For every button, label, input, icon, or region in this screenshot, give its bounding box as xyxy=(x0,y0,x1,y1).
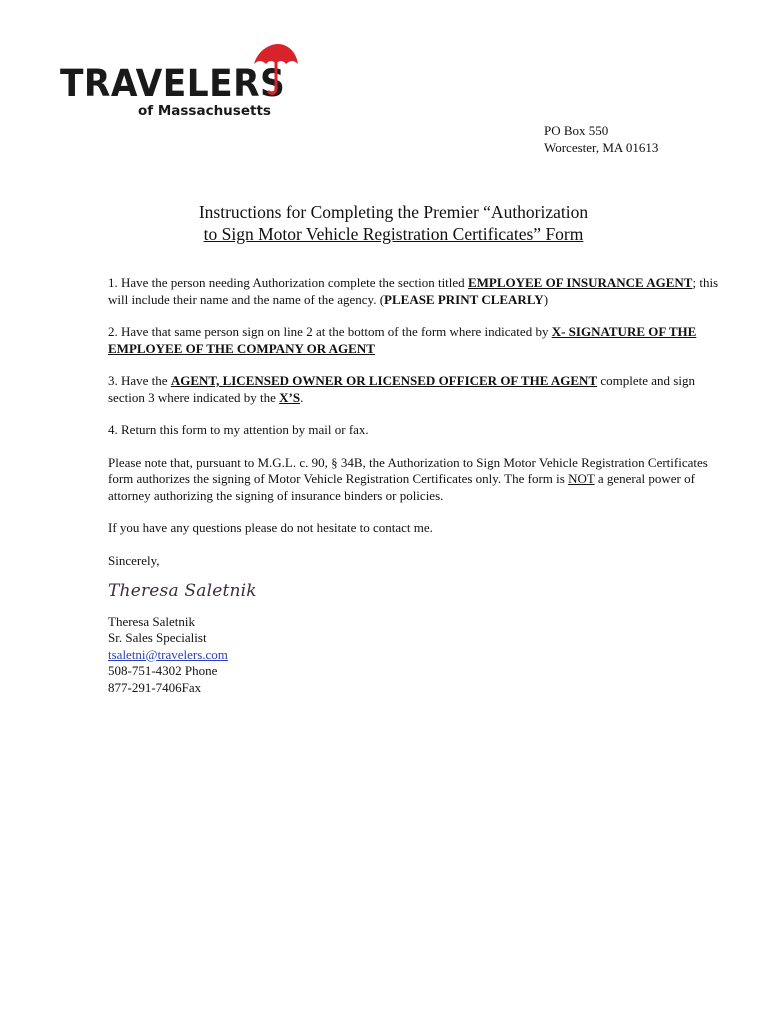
contact-block xyxy=(108,614,720,697)
questions-line: If you have any questions please do not hesitate to contact me. xyxy=(108,520,433,535)
handwritten-signature: Theresa Saletnik xyxy=(108,581,257,601)
contact-phone: 508-751-4302 Phone xyxy=(108,663,218,678)
step-3-agent-label: AGENT, LICENSED OWNER OR LICENSED OFFICER OF THE AGENT xyxy=(170,373,598,388)
legal-note-text-2: a general power of attorney authorizing the signing of insurance binders or policies. xyxy=(108,471,695,503)
contact-role: Sr. Sales Specialist xyxy=(108,630,207,645)
return-address xyxy=(544,122,658,156)
title-line-2: to Sign Motor Vehicle Registration Certificates” Form xyxy=(203,224,584,244)
step-1-text-2: ; this will include their name and the name of the agency. ( xyxy=(108,275,719,307)
step-1-text: 1. Have the person needing Authorization complete the section titled xyxy=(108,275,468,290)
step-1-text-3: ) xyxy=(543,291,549,307)
contact-email-link[interactable]: tsaletni@travelers.com xyxy=(108,646,228,662)
step-3-text-3: . xyxy=(300,389,304,405)
closing: Sincerely, xyxy=(108,552,160,568)
step-4: 4. Return this form to my attention by mail or fax. xyxy=(108,422,369,437)
step-2-signature-label: X- SIGNATURE OF THE EMPLOYEE OF THE COMPANY OR AGENT xyxy=(108,324,697,356)
step-3-text: 3. Have the xyxy=(108,373,171,388)
legal-note-not: NOT xyxy=(568,471,595,486)
letter-body xyxy=(108,275,720,696)
step-1-section-name: EMPLOYEE OF INSURANCE AGENT xyxy=(467,275,693,290)
step-3-xs: X’S xyxy=(279,389,301,405)
step-1-print-clearly: PLEASE PRINT CLEARLY xyxy=(384,291,544,307)
logo-subtitle: of Massachusetts xyxy=(138,103,271,119)
umbrella-icon xyxy=(252,42,300,98)
step-2 xyxy=(108,324,720,357)
legal-note xyxy=(108,455,720,505)
document-title xyxy=(0,201,770,245)
title-line-1: Instructions for Completing the Premier “Authorization xyxy=(198,202,589,222)
step-1 xyxy=(108,275,720,308)
legal-note-text: Please note that, pursuant to M.G.L. c. 90, § 34B, the Authorization to Sign Motor Vehicle Registration Certificates form authorizes the signing of Motor Vehicle Registration Certificates only. The form is xyxy=(108,454,708,486)
address-line-1: PO Box 550 xyxy=(544,123,609,138)
travelers-logo xyxy=(60,42,300,122)
step-2-text: 2. Have that same person sign on line 2 at the bottom of the form where indicated by xyxy=(108,324,552,339)
contact-fax: 877-291-7406Fax xyxy=(108,679,202,695)
step-3-text-2: complete and sign section 3 where indicated by the xyxy=(108,373,695,405)
contact-name: Theresa Saletnik xyxy=(108,613,195,629)
step-3 xyxy=(108,373,720,406)
logo-wordmark: TRAVELERS xyxy=(60,62,286,105)
address-line-2: Worcester, MA 01613 xyxy=(544,140,659,155)
